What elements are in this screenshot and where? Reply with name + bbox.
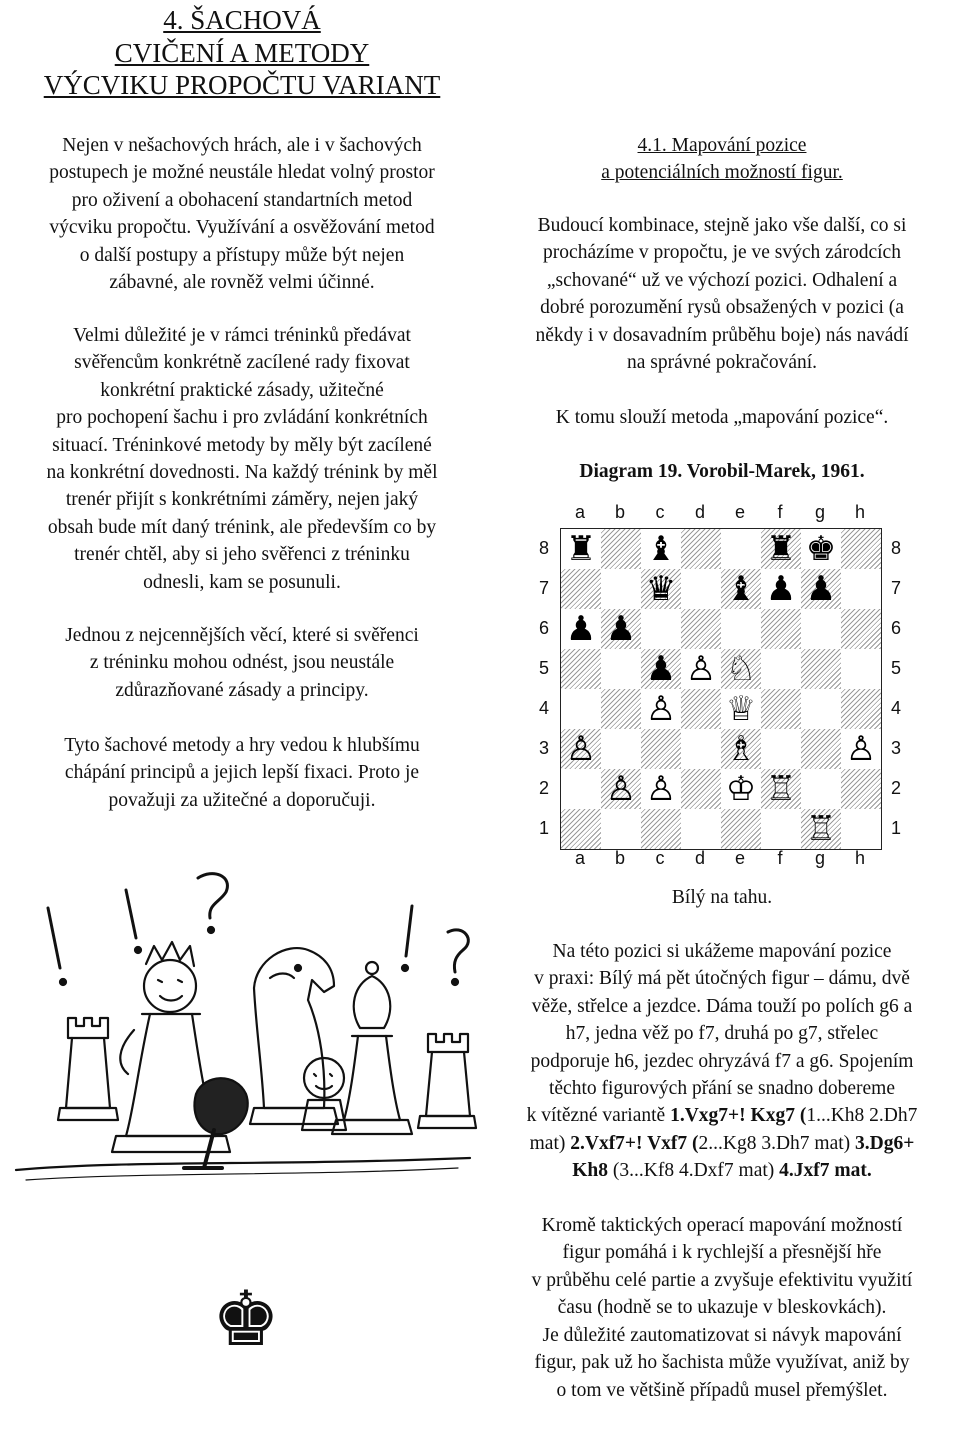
text-line: obsah bude mít daný trénink, ale především co by (47, 516, 437, 538)
right-paragraph-3 (484, 938, 960, 1185)
rank-label: 6 (890, 618, 901, 638)
rank-label: 7 (538, 578, 549, 598)
rank-label: 1 (538, 818, 549, 838)
file-label: e (734, 502, 745, 522)
chess-piece: ♜ (765, 529, 797, 569)
chapter-title (0, 4, 484, 102)
text-line: v praxi: Bílý má pět útočných figur – dámu, dvě (534, 968, 910, 990)
rank-labels-left (530, 528, 558, 848)
chess-piece: ♕ (725, 689, 757, 729)
text-line (484, 1102, 960, 1129)
file-label: g (814, 848, 825, 868)
chess-piece: ♙ (685, 649, 717, 689)
square-f3 (761, 729, 801, 769)
square-c1 (641, 809, 681, 849)
chess-piece: ♟ (605, 609, 637, 649)
square-a7 (561, 569, 601, 609)
text-line: zábavné, ale rovněž velmi účinné. (109, 272, 375, 294)
chess-piece: ♘ (725, 649, 757, 689)
square-g8 (801, 529, 841, 569)
square-h4 (841, 689, 881, 729)
text-line: postupech je možné neustále hledat volný prostor (49, 162, 435, 184)
chess-piece: ♟ (805, 569, 837, 609)
square-g4 (801, 689, 841, 729)
file-label: d (694, 502, 705, 522)
square-f7 (761, 569, 801, 609)
file-label: b (614, 502, 625, 522)
move-bold: 1.Vxg7+! Kxg7 ( (670, 1105, 807, 1127)
file-label: b (614, 848, 625, 868)
text-line: Velmi důležité je v rámci tréninků předávat (73, 325, 411, 346)
square-b2 (601, 769, 641, 809)
square-d4 (681, 689, 721, 729)
square-b7 (601, 569, 641, 609)
text-line: Je důležité zautomatizovat si návyk mapování (542, 1325, 902, 1346)
chess-board (560, 528, 882, 850)
file-label: f (777, 502, 783, 522)
file-label: a (574, 848, 585, 868)
text-line: figur pomáhá i k rychlejší a přesnější hře (562, 1242, 882, 1264)
square-h7 (841, 569, 881, 609)
chess-piece: ♙ (845, 729, 877, 769)
text-line: Jednou z nejcennějších věcí, které si svěřenci (65, 625, 419, 646)
square-h8 (841, 529, 881, 569)
text-line: K tomu slouží metoda „mapování pozice“. (555, 407, 889, 428)
square-g6 (801, 609, 841, 649)
file-label: h (854, 502, 865, 522)
text-line: Tyto šachové metody a hry vedou k hlubšímu (64, 735, 420, 756)
square-h3 (841, 729, 881, 769)
side-to-move (484, 884, 960, 911)
square-a2 (561, 769, 601, 809)
square-f1 (761, 809, 801, 849)
text-run: k vítězné variantě (526, 1105, 671, 1127)
text-run: 1...Kh8 2.Dh7 (806, 1105, 918, 1127)
chess-piece: ♜ (565, 529, 597, 569)
rank-label: 8 (890, 538, 901, 558)
text-line (484, 1157, 960, 1184)
file-label: a (574, 502, 585, 522)
square-a8 (561, 529, 601, 569)
left-paragraph-4 (0, 732, 484, 814)
side-to-move-text: Bílý na tahu. (671, 887, 773, 908)
rank-label: 3 (538, 738, 549, 758)
square-e4 (721, 689, 761, 729)
rank-label: 1 (890, 818, 901, 838)
right-paragraph-4 (484, 1212, 960, 1322)
chess-piece: ♛ (645, 569, 677, 609)
square-f4 (761, 689, 801, 729)
chess-piece: ♟ (565, 609, 597, 649)
right-paragraph-1 (484, 212, 960, 376)
square-c2 (641, 769, 681, 809)
text-line: na správné pokračování. (626, 352, 818, 374)
square-d2 (681, 769, 721, 809)
square-e7 (721, 569, 761, 609)
text-line: podporuje h6, jezdec ohryzává f7 a g6. Spojením (530, 1050, 914, 1072)
square-f2 (761, 769, 801, 809)
square-e8 (721, 529, 761, 569)
square-c4 (641, 689, 681, 729)
text-line: zdůrazňované zásady a principy. (115, 679, 369, 701)
square-h5 (841, 649, 881, 689)
file-label: c (655, 502, 665, 522)
chess-piece: ♙ (565, 729, 597, 769)
file-label: g (814, 502, 825, 522)
text-line: konkrétní praktické zásady, užitečné (100, 379, 384, 401)
square-g1 (801, 809, 841, 849)
square-d8 (681, 529, 721, 569)
square-a5 (561, 649, 601, 689)
square-b8 (601, 529, 641, 569)
square-b1 (601, 809, 641, 849)
square-d5 (681, 649, 721, 689)
move-bold: 4.Jxf7 mat. (779, 1160, 872, 1182)
square-e1 (721, 809, 761, 849)
square-g2 (801, 769, 841, 809)
file-label: d (694, 848, 705, 868)
square-b5 (601, 649, 641, 689)
right-paragraph-2 (484, 404, 960, 431)
square-b6 (601, 609, 641, 649)
text-line: h7, jedna věž po f7, druhá po g7, střelec (565, 1023, 879, 1045)
chess-pieces-sketch-illustration (8, 868, 478, 1188)
chess-piece: ♙ (645, 689, 677, 729)
left-paragraph-2 (0, 322, 484, 596)
chess-diagram (520, 496, 920, 876)
text-line: považuji za užitečné a doporučuji. (108, 789, 376, 811)
diagram-caption-text: Diagram 19. Vorobil-Marek, 1961. (579, 461, 865, 482)
text-line: věže, střelce a jezdce. Dáma touží po polích g6 a (531, 995, 913, 1017)
rank-label: 4 (890, 698, 901, 718)
square-c7 (641, 569, 681, 609)
right-paragraph-5 (484, 1322, 960, 1404)
square-g7 (801, 569, 841, 609)
text-line: času (hodně se to ukazuje v bleskovkách). (557, 1297, 887, 1319)
file-label: c (655, 848, 665, 868)
chess-piece: ♚ (805, 529, 837, 569)
text-line: situací. Tréninkové metody by měly být zacílené (52, 434, 432, 456)
section-heading-line-2: a potenciálních možností figur. (601, 162, 843, 184)
text-line: Kromě taktických operací mapování možností (541, 1215, 903, 1236)
rank-label: 5 (538, 658, 549, 678)
square-e2 (721, 769, 761, 809)
square-h6 (841, 609, 881, 649)
rank-label: 5 (890, 658, 901, 678)
title-line-1: 4. ŠACHOVÁ (163, 5, 321, 35)
text-line: Nejen v nešachových hrách, ale i v šachových (62, 135, 422, 156)
square-a4 (561, 689, 601, 729)
square-d6 (681, 609, 721, 649)
text-line: svěřencům konkrétně zacílené rady fixovat (74, 352, 410, 374)
chess-piece: ♙ (605, 769, 637, 809)
text-line: o další postupy a přístupy může být nejen (79, 244, 405, 266)
square-b3 (601, 729, 641, 769)
square-c8 (641, 529, 681, 569)
square-c3 (641, 729, 681, 769)
rank-label: 6 (538, 618, 549, 638)
square-b4 (601, 689, 641, 729)
square-f6 (761, 609, 801, 649)
square-h1 (841, 809, 881, 849)
move-bold: 2.Vxf7+! Vxf7 ( (570, 1132, 699, 1154)
chess-piece: ♝ (725, 569, 757, 609)
rank-label: 2 (538, 778, 549, 798)
left-paragraph-1 (0, 132, 484, 296)
text-run: mat) (529, 1132, 571, 1154)
text-line (484, 1130, 960, 1157)
text-line: těchto figurových přání se snadno dobereme (548, 1078, 895, 1100)
chess-piece: ♟ (765, 569, 797, 609)
square-a3 (561, 729, 601, 769)
rank-label: 2 (890, 778, 901, 798)
text-line: na konkrétní dovednosti. Na každý trénink by měl (46, 462, 438, 484)
text-line: pro pochopení šachu i pro zvládání konkrétních (56, 407, 428, 429)
move-bold: Kh8 (572, 1160, 608, 1182)
file-labels-top (560, 498, 880, 526)
square-d1 (681, 809, 721, 849)
square-e6 (721, 609, 761, 649)
square-e5 (721, 649, 761, 689)
text-line: v průběhu celé partie a zvyšuje efektivitu využití (531, 1269, 913, 1291)
text-line: pro oživení a obohacení standartních metod (71, 189, 413, 211)
text-line: odnesli, kam se posunuli. (143, 571, 341, 593)
square-a1 (561, 809, 601, 849)
square-e3 (721, 729, 761, 769)
rank-label: 7 (890, 578, 901, 598)
text-line: trenér přijít s konkrétními záměry, nejen jaký (65, 489, 419, 511)
rank-label: 8 (538, 538, 549, 558)
section-heading-line-1: 4.1. Mapování pozice (637, 135, 807, 156)
text-line: trenér chtěl, aby si jeho svěřenci z tréninku (74, 544, 410, 566)
chess-piece: ♖ (765, 769, 797, 809)
text-run: 2...Kg8 3.Dh7 mat) (698, 1132, 856, 1154)
square-c6 (641, 609, 681, 649)
rank-label: 4 (538, 698, 549, 718)
text-line: figur, pak už ho šachista může využívat, aniž by (534, 1352, 910, 1374)
chess-piece: ♔ (725, 769, 757, 809)
king-icon: ♚ (211, 1274, 281, 1363)
chess-piece: ♙ (645, 769, 677, 809)
text-line: chápání principů a jejich lepší fixaci. Proto je (64, 762, 420, 784)
title-line-3: VÝCVIKU PROPOČTU VARIANT (43, 70, 441, 100)
chess-piece: ♝ (645, 529, 677, 569)
text-line: Na této pozici si ukážeme mapování pozice (552, 941, 892, 962)
file-label: e (734, 848, 745, 868)
square-d3 (681, 729, 721, 769)
square-c5 (641, 649, 681, 689)
chess-piece: ♟ (645, 649, 677, 689)
chess-piece: ♗ (725, 729, 757, 769)
square-d7 (681, 569, 721, 609)
text-line: někdy i v dosavadním průběhu boje) nás navádí (535, 324, 909, 346)
square-a6 (561, 609, 601, 649)
rank-labels-right (882, 528, 910, 848)
text-line: dobré porozumění rysů obsažených v pozici (a (540, 297, 904, 319)
chess-piece: ♖ (805, 809, 837, 849)
text-line: o tom ve většině případů musel přemýšlet. (556, 1379, 888, 1401)
diagram-caption (484, 458, 960, 485)
square-f8 (761, 529, 801, 569)
title-line-2: CVIČENÍ A METODY (114, 37, 370, 68)
file-label: h (854, 848, 865, 868)
square-g5 (801, 649, 841, 689)
section-heading (484, 132, 960, 187)
left-paragraph-3 (0, 622, 484, 704)
text-line: „schované“ už ve výchozí pozici. Odhalení a (546, 269, 898, 291)
move-bold: 3.Dg6+ (855, 1132, 915, 1154)
text-line: z tréninku mohou odnést, jsou neustále (89, 652, 395, 674)
square-g3 (801, 729, 841, 769)
text-line: Budoucí kombinace, stejně jako vše další, co si (537, 215, 907, 236)
file-label: f (777, 848, 783, 868)
rank-label: 3 (890, 738, 901, 758)
text-line: procházíme v propočtu, je ve svých zárodcích (543, 242, 901, 264)
square-f5 (761, 649, 801, 689)
text-line: výcviku propočtu. Využívání a osvěžování metod (49, 217, 435, 239)
square-h2 (841, 769, 881, 809)
text-run: (3...Kf8 4.Dxf7 mat) (608, 1160, 780, 1182)
